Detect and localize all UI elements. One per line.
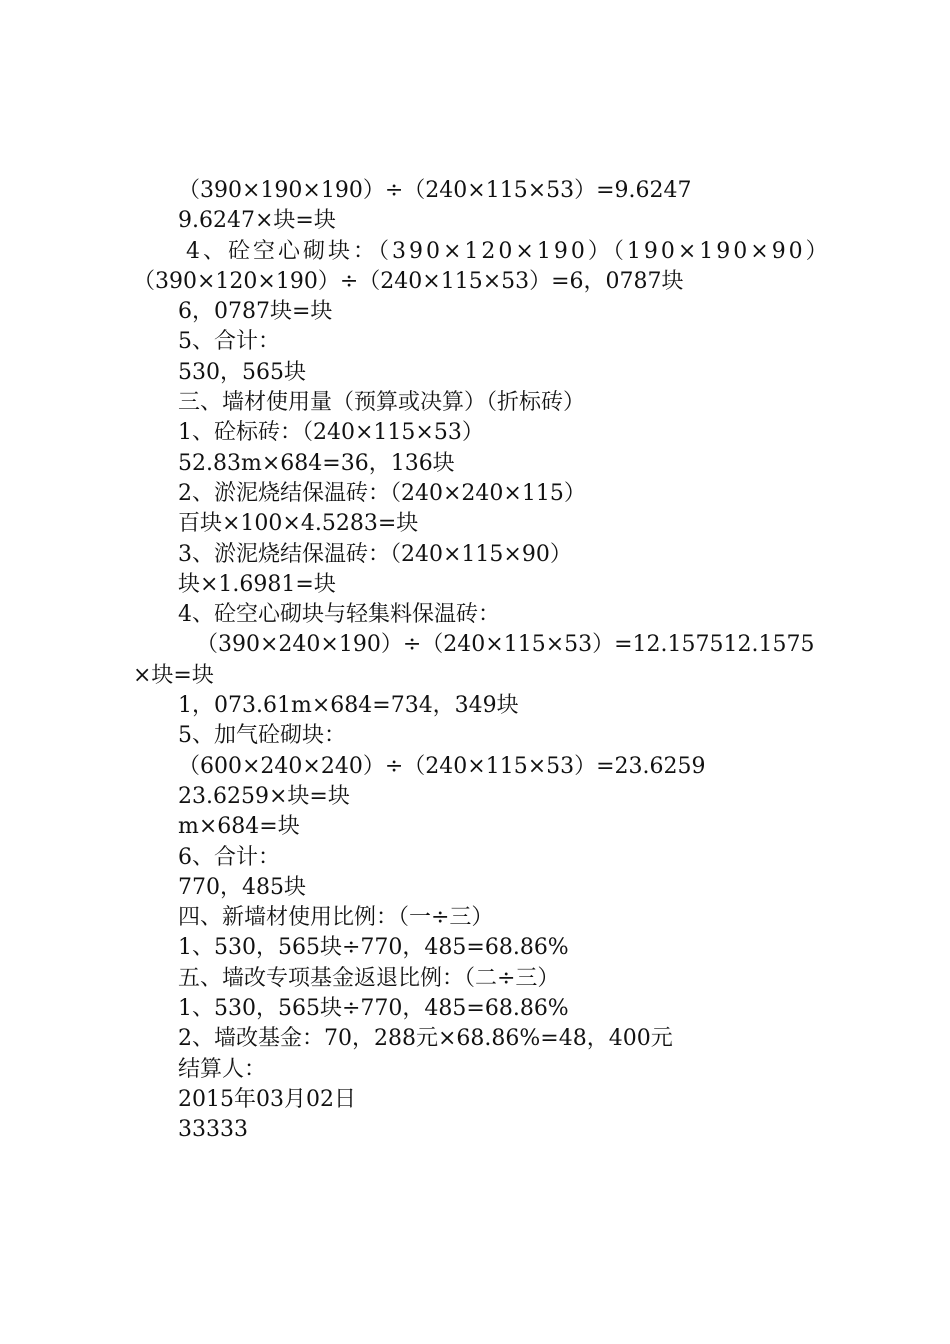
text-line: 23.6259×块=块 — [178, 783, 350, 809]
text-line: 4、砼空心砌块：（390×120×190）（190×190×90） — [186, 238, 831, 264]
text-line: 2、墙改基金：70，288元×68.86%=48，400元 — [178, 1026, 673, 1052]
text-line: 3、淤泥烧结保温砖：（240×115×90） — [178, 541, 572, 567]
section-heading: 四、新墙材使用比例：（一÷三） — [178, 905, 494, 931]
text-line: 5、合计： — [178, 329, 280, 355]
text-line: 块×1.6981=块 — [178, 571, 336, 597]
date-line: 2015年03月02日 — [178, 1086, 356, 1112]
document-body — [0, 176, 950, 1146]
text-line: 2、淤泥烧结保温砖：（240×240×115） — [178, 480, 586, 506]
section-heading: 三、墙材使用量（预算或决算）（折标砖） — [178, 390, 586, 416]
signer-label: 结算人： — [178, 1056, 267, 1082]
text-line: （390×120×190）÷（240×115×53）=6，0787块 — [133, 268, 684, 294]
text-line: 770，485块 — [178, 874, 306, 900]
text-line: 5、加气砼砌块： — [178, 723, 346, 749]
text-line: （600×240×240）÷（240×115×53）=23.6259 — [178, 753, 706, 779]
text-line: 百块×100×4.5283=块 — [178, 511, 419, 537]
text-line: 1，073.61m×684=734，349块 — [178, 693, 519, 719]
text-line: 6、合计： — [178, 844, 280, 870]
text-line: m×684=块 — [178, 814, 300, 840]
text-line: （390×190×190）÷（240×115×53）=9.6247 — [178, 178, 692, 203]
section-heading: 五、墙改专项基金返退比例：（二÷三） — [178, 965, 560, 991]
text-line: 1、砼标砖：（240×115×53） — [178, 420, 484, 446]
text-line: 1、530，565块÷770，485=68.86% — [178, 935, 569, 961]
text-line: 530，565块 — [178, 359, 306, 385]
text-line: 33333 — [178, 1117, 248, 1143]
text-line: ×块=块 — [133, 662, 214, 688]
text-line: 6，0787块=块 — [178, 299, 333, 325]
text-line: （390×240×190）÷（240×115×53）=12.157512.1575 — [196, 632, 815, 658]
text-line: 1、530，565块÷770，485=68.86% — [178, 996, 569, 1022]
text-line: 9.6247×块=块 — [178, 208, 336, 234]
text-line: 52.83m×684=36，136块 — [178, 450, 455, 476]
text-line: 4、砼空心砌块与轻集料保温砖： — [178, 602, 500, 628]
